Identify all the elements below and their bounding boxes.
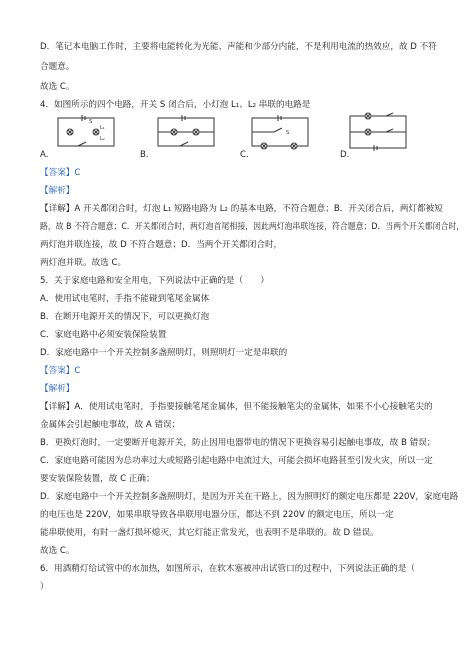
q5-detail-line6: D．家庭电路中一个开关控制多盏照明灯，是因为开关在干路上，因为照明灯的额定电压都是 220V，家庭电路 bbox=[40, 492, 459, 502]
q5-detail-line3: B．更换灯泡时，一定要断开电源开关，防止因用电器带电的情况下更换容易引起触电事故，故 B 错误； bbox=[40, 438, 436, 448]
q5-conclusion: 故选 C。 bbox=[40, 546, 75, 556]
q4-option-d-label: D. bbox=[340, 150, 350, 160]
q4-option-b-label: B. bbox=[140, 150, 149, 160]
q5-detail-line1: 【详解】A．使用试电笔时，手指要接触笔尾金属体，但不能接触笔尖的金属体，如果不小心接触笔尖的 bbox=[40, 402, 433, 412]
q4-detail-line4: 两灯泡并联。故选 C。 bbox=[40, 258, 127, 268]
q5-option-b: B．在断开电源开关的情况下，可以更换灯泡 bbox=[40, 312, 210, 322]
q4-detail-line1: 【详解】A 开关都闭合时，灯泡 L₁ 短路电路为 L₂ 的基本电路，不符合题意；B．开关闭合后，两灯都被短 bbox=[40, 204, 443, 214]
q5-option-d: D．家庭电路中一个开关控制多盏照明灯，则照明灯一定是串联的 bbox=[40, 348, 288, 358]
circuit-diagram-b bbox=[154, 114, 218, 150]
q4-option-c-label: C. bbox=[240, 150, 249, 160]
svg-text:L₁: L₁ bbox=[100, 125, 105, 131]
q6-stem-line2: ） bbox=[40, 582, 49, 592]
q4-option-a-label: A. bbox=[40, 150, 49, 160]
q5-option-a: A．使用试电笔时，手指不能碰到笔尾金属体 bbox=[40, 294, 210, 304]
svg-text:S: S bbox=[286, 130, 290, 136]
prev-option-d-line2: 合题意。 bbox=[40, 62, 75, 72]
q4-stem: 4．如图所示的四个电路，开关 S 闭合后，小灯泡 L₁、L₂ 串联的电路是 bbox=[40, 100, 311, 110]
prev-option-d-line1: D．笔记本电脑工作时，主要将电能转化为光能、声能和少部分内能，不是利用电流的热效应，故 D 不符 bbox=[40, 42, 437, 52]
prev-conclusion: 故选 C。 bbox=[40, 82, 75, 92]
q5-stem: 5．关于家庭电路和安全用电，下列说法中正确的是（ ） bbox=[40, 276, 269, 286]
q5-detail-line2: 金属体会引起触电事故，故 A 错误； bbox=[40, 420, 181, 430]
q5-analysis-tag: 【解析】 bbox=[40, 384, 75, 394]
q5-answer-tag: 【答案】C bbox=[40, 366, 81, 376]
q5-detail-line8: 能串联使用，有时一盏灯损坏熄灭，其它灯能正常发光，也表明不是串联的。故 D 错误。 bbox=[40, 528, 379, 538]
q6-stem-line1: 6．用酒精灯给试管中的水加热，如图所示，在软木塞被冲出试管口的过程中，下列说法正确的是（ bbox=[40, 564, 416, 574]
q4-answer-tag: 【答案】C bbox=[40, 168, 81, 178]
q4-detail-line2: 路，故 B 不符合题意；C．开关都闭合时，两灯泡首尾相接，因此两灯泡串联连接，符合题意；D．当两个开关都闭合时， bbox=[40, 222, 465, 232]
circuit-diagram-c bbox=[248, 114, 312, 150]
q5-detail-line4: C．家庭电路可能因为总功率过大或短路引起电路中电流过大，可能会损坏电路甚至引发火灾，所以一定 bbox=[40, 456, 433, 466]
svg-text:L₂: L₂ bbox=[100, 136, 105, 142]
q4-analysis-tag: 【解析】 bbox=[40, 186, 75, 196]
circuit-diagram-a bbox=[52, 114, 120, 150]
q5-detail-line5: 要安装保险装置，故 C 正确； bbox=[40, 474, 155, 484]
svg-text:S: S bbox=[89, 119, 93, 125]
q5-detail-line7: 的电压也是 220V，如果串联导致各串联用电器分压，都达不到 220V 的额定电压，所以一定 bbox=[40, 510, 394, 520]
circuit-diagram-d bbox=[346, 112, 410, 152]
q5-option-c: C．家庭电路中必须安装保险装置 bbox=[40, 330, 167, 340]
q4-detail-line3: 两灯泡并联连接，故 D 不符合题意；D．当两个开关都闭合时， bbox=[40, 240, 283, 250]
